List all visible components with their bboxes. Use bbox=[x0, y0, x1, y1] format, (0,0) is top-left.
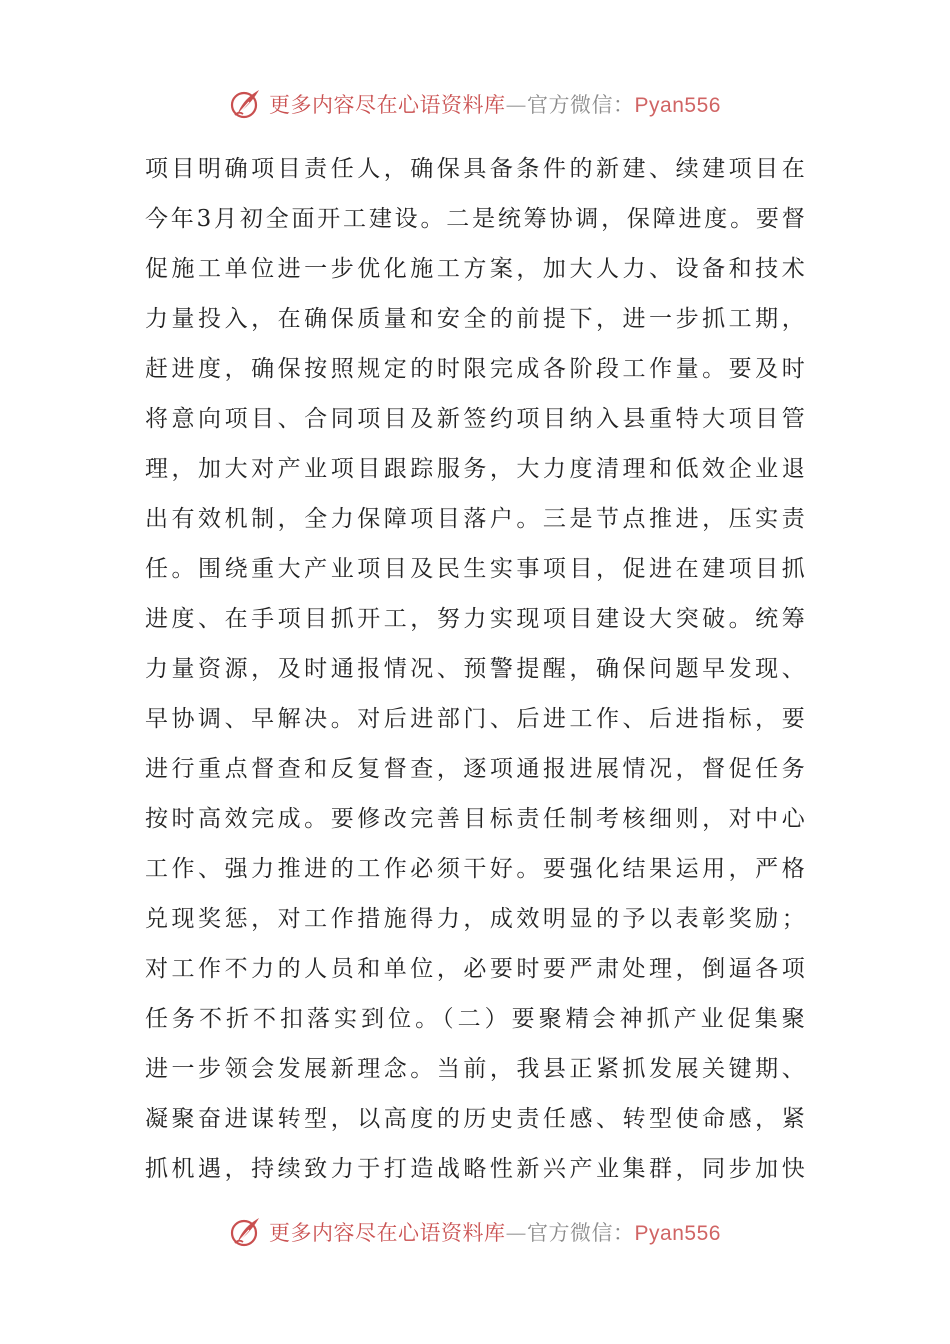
quill-seal-icon bbox=[229, 87, 263, 121]
body-line-1: 项目明确项目责任人，确保具备条件的新建、续建项目在 bbox=[145, 156, 805, 182]
body-line-4: 力量投入，在确保质量和安全的前提下，进一步抓工期， bbox=[145, 306, 805, 332]
footer-watermark-banner bbox=[0, 1212, 950, 1252]
footer-wechat-label: 官方微信： bbox=[527, 1221, 635, 1245]
body-line-18: 任务不折不扣落实到位。（二）要聚精会神抓产业促集聚 bbox=[145, 1006, 805, 1032]
body-line-13: 进行重点督查和反复督查，逐项通报进展情况，督促任务 bbox=[145, 756, 805, 782]
body-line-14: 按时高效完成。要修改完善目标责任制考核细则，对中心 bbox=[145, 806, 805, 832]
body-line-5: 赶进度，确保按照规定的时限完成各阶段工作量。要及时 bbox=[145, 356, 805, 382]
header-wechat-label: 官方微信： bbox=[527, 93, 635, 117]
body-line-6: 将意向项目、合同项目及新签约项目纳入县重特大项目管 bbox=[145, 406, 805, 432]
header-site-name: 更多内容尽在心语资料库 bbox=[269, 93, 506, 117]
body-line-12: 早协调、早解决。对后进部门、后进工作、后进指标，要 bbox=[145, 706, 805, 732]
header-wechat-id: Pyan556 bbox=[634, 94, 721, 117]
body-line-19: 进一步领会发展新理念。当前，我县正紧抓发展关键期、 bbox=[145, 1056, 805, 1082]
body-line-3: 促施工单位进一步优化施工方案，加大人力、设备和技术 bbox=[145, 256, 805, 282]
footer-separator: — bbox=[505, 1221, 528, 1245]
header-watermark-text bbox=[269, 89, 721, 119]
body-line-10: 进度、在手项目抓开工，努力实现项目建设大突破。统筹 bbox=[145, 606, 805, 632]
header-separator: — bbox=[505, 93, 528, 117]
body-line-8: 出有效机制，全力保障项目落户。三是节点推进，压实责 bbox=[145, 506, 805, 532]
footer-watermark-text bbox=[269, 1217, 721, 1247]
body-line-9: 任。围绕重大产业项目及民生实事项目，促进在建项目抓 bbox=[145, 556, 805, 582]
body-line-2: 今年3月初全面开工建设。二是统筹协调，保障进度。要督 bbox=[145, 206, 805, 232]
body-line-16: 兑现奖惩，对工作措施得力，成效明显的予以表彰奖励； bbox=[145, 906, 805, 932]
document-body bbox=[145, 144, 805, 1194]
body-line-17: 对工作不力的人员和单位，必要时要严肃处理，倒逼各项 bbox=[145, 956, 805, 982]
body-line-11: 力量资源，及时通报情况、预警提醒，确保问题早发现、 bbox=[145, 656, 805, 682]
body-line-7: 理，加大对产业项目跟踪服务，大力度清理和低效企业退 bbox=[145, 456, 805, 482]
body-line-21: 抓机遇，持续致力于打造战略性新兴产业集群，同步加快 bbox=[145, 1156, 805, 1182]
header-watermark-banner bbox=[0, 84, 950, 124]
footer-wechat-id: Pyan556 bbox=[634, 1222, 721, 1245]
quill-seal-icon bbox=[229, 1215, 263, 1249]
body-line-20: 凝聚奋进谋转型，以高度的历史责任感、转型使命感，紧 bbox=[145, 1106, 805, 1132]
body-line-15: 工作、强力推进的工作必须干好。要强化结果运用，严格 bbox=[145, 856, 805, 882]
footer-site-name: 更多内容尽在心语资料库 bbox=[269, 1221, 506, 1245]
